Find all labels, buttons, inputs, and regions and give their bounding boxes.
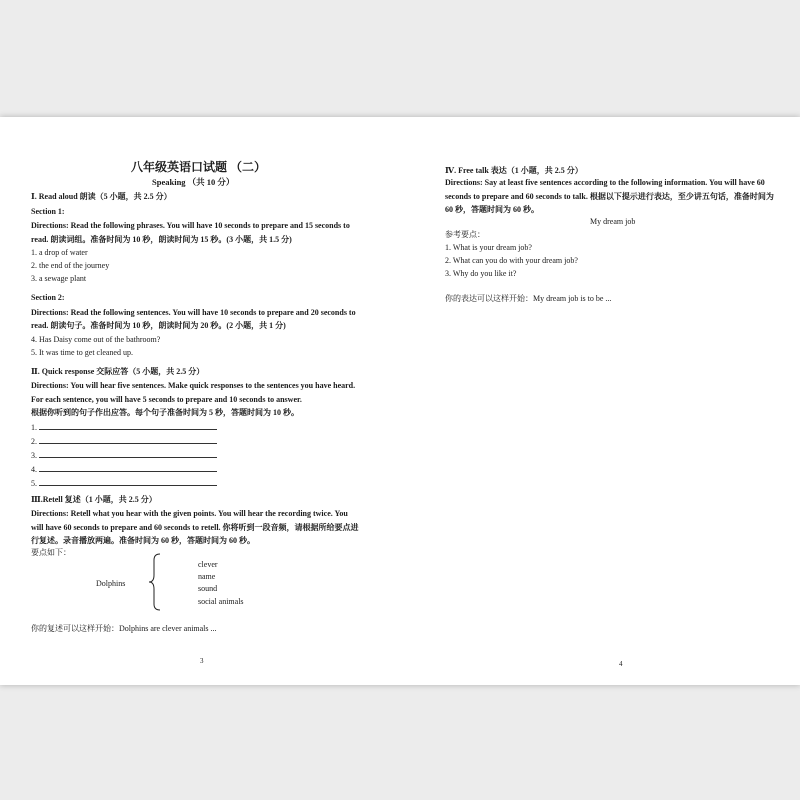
answer-blank[interactable]: 2. [31, 436, 217, 447]
free-talk-starter: 你的表达可以这样开始：My dream job is to be ... [445, 294, 612, 303]
answer-blank[interactable]: 3. [31, 450, 217, 461]
answer-blank[interactable]: 1. [31, 422, 217, 433]
page-number: 3 [200, 657, 204, 665]
retell-point: clever [198, 560, 218, 569]
part2-heading: Ⅱ. Quick response 交际应答（5 小题，共 2.5 分） [31, 367, 205, 376]
part2-directions-line3: 根据你听到的句子作出应答。每个句子准备时间为 5 秒，答题时间为 10 秒。 [31, 408, 299, 417]
free-talk-topic: My dream job [590, 217, 636, 226]
curly-brace-icon [148, 553, 162, 611]
reference-point: 1. What is your dream job? [445, 243, 532, 252]
section1-label: Section 1: [31, 207, 65, 216]
retell-point: social animals [198, 597, 244, 606]
part3-directions-line1: Directions: Retell what you hear with the given points. You will hear the recording twice. You [31, 509, 348, 518]
part2-directions-line2: For each sentence, you will have 5 seconds to prepare and 10 seconds to answer. [31, 395, 302, 404]
part3-heading: Ⅲ.Retell 复述（1 小题，共 2.5 分） [31, 495, 157, 504]
reference-label: 参考要点： [445, 230, 485, 239]
section2-directions-line1: Directions: Read the following sentences. You will have 10 seconds to prepare and 20 seconds to [31, 308, 356, 317]
right-page [400, 117, 800, 685]
exam-title: 八年级英语口试题 （二） [131, 160, 267, 174]
phrase-item: 1. a drop of water [31, 248, 88, 257]
left-page [0, 117, 400, 685]
part4-directions-line1: Directions: Say at least five sentences according to the following information. You will have 60 [445, 178, 765, 187]
part2-directions-line1: Directions: You will hear five sentences. Make quick responses to the sentences you have heard. [31, 381, 356, 390]
exam-subtitle: Speaking （共 10 分） [152, 177, 235, 187]
part3-directions-line3: 行复述。录音播放两遍。准备时间为 60 秒，答题时间为 60 秒。 [31, 536, 255, 545]
phrase-item: 2. the end of the journey [31, 261, 110, 270]
sentence-item: 4. Has Daisy come out of the bathroom? [31, 335, 161, 344]
page-number: 4 [619, 660, 623, 668]
retell-point: name [198, 572, 216, 581]
answer-blank[interactable]: 4. [31, 464, 217, 475]
section2-directions-line2: read. 朗读句子。准备时间为 10 秒，朗读时间为 20 秒。(2 小题，共 1 分) [31, 321, 286, 330]
sentence-item: 5. It was time to get cleaned up. [31, 348, 133, 357]
section1-directions-line1: Directions: Read the following phrases. You will have 10 seconds to prepare and 15 seconds to [31, 221, 350, 230]
part4-directions-line3: 60 秒，答题时间为 60 秒。 [445, 205, 539, 214]
retell-starter: 你的复述可以这样开始：Dolphins are clever animals ... [31, 624, 217, 633]
section1-directions-line2: read. 朗读词组。准备时间为 10 秒，朗读时间为 15 秒。(3 小题，共 1.5 分) [31, 235, 292, 244]
retell-topic: Dolphins [96, 579, 126, 588]
part4-directions-line2: seconds to prepare and 60 seconds to talk. 根据以下提示进行表达，至少讲五句话，准备时间为 [445, 192, 774, 201]
part1-heading: Ⅰ. Read aloud 朗读（5 小题，共 2.5 分） [31, 192, 172, 201]
points-label: 要点如下： [31, 548, 71, 557]
part4-heading: Ⅳ. Free talk 表达（1 小题，共 2.5 分） [445, 166, 583, 175]
reference-point: 2. What can you do with your dream job? [445, 256, 578, 265]
section2-label: Section 2: [31, 293, 65, 302]
part3-directions-line2: will have 60 seconds to prepare and 60 seconds to retell. 你将听到一段音频，请根据所给要点进 [31, 523, 359, 532]
phrase-item: 3. a sewage plant [31, 274, 87, 283]
answer-blank[interactable]: 5. [31, 478, 217, 489]
reference-point: 3. Why do you like it? [445, 269, 517, 278]
retell-point: sound [198, 584, 218, 593]
booklet-spread [0, 117, 800, 685]
